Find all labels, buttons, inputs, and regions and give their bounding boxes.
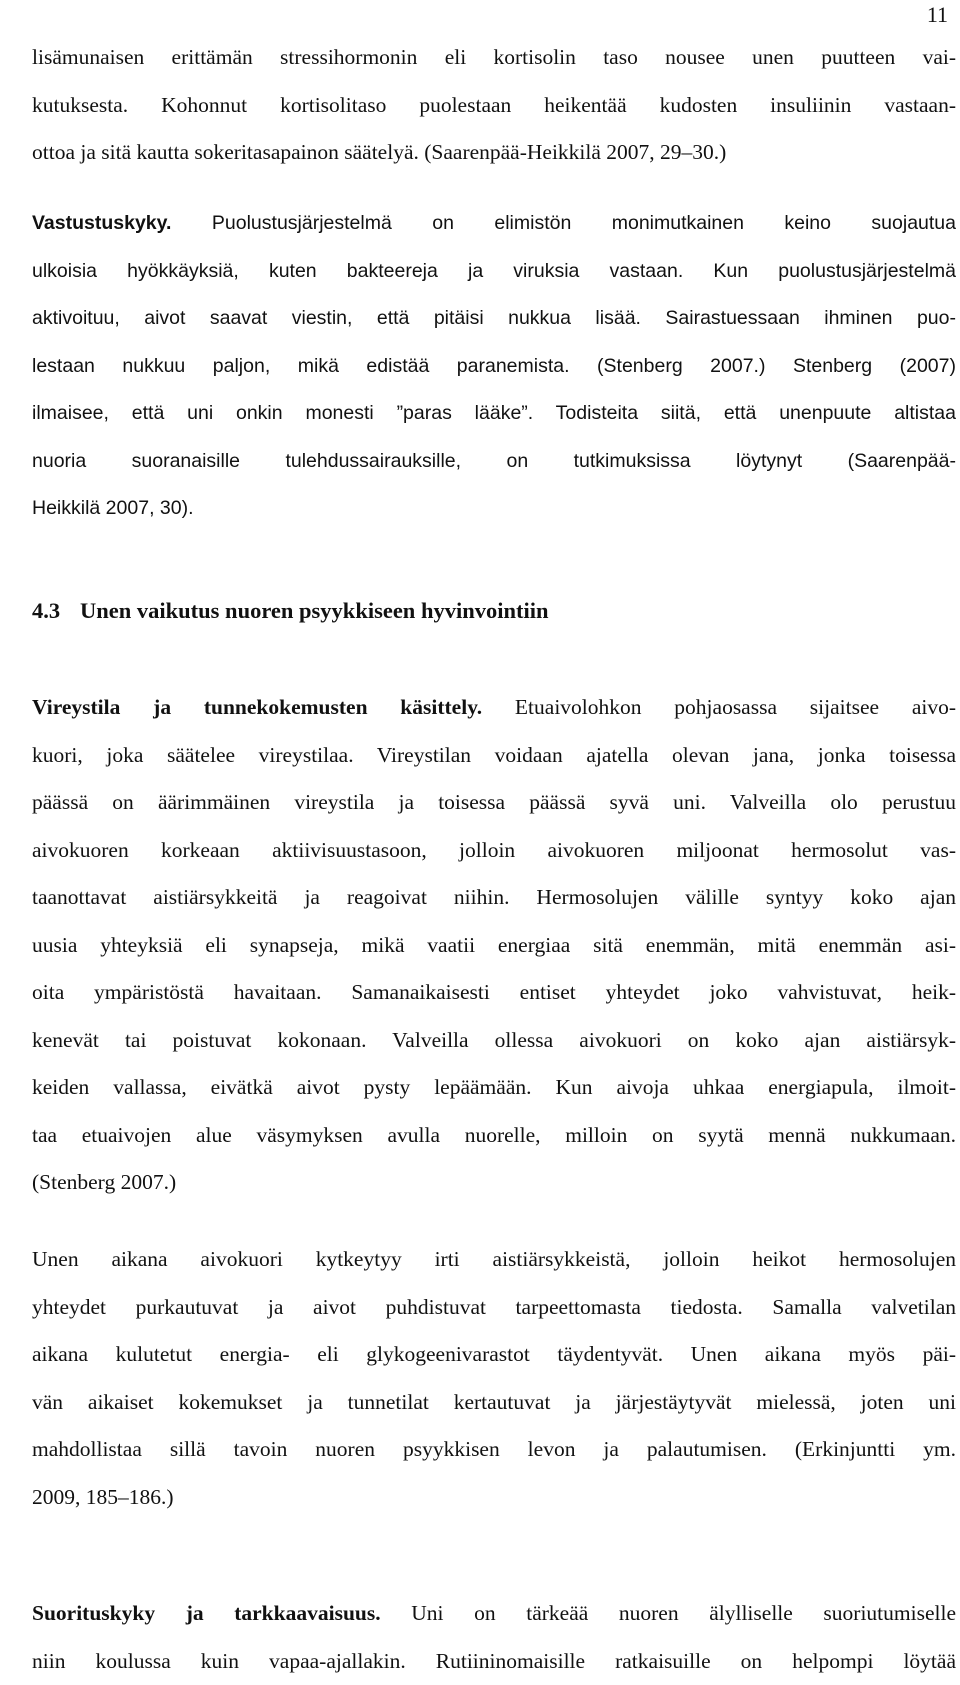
text-line: yhteydet purkautuvat ja aivot puhdistuvat tarpeettomasta tiedosta. Samalla valvetilan: [32, 1284, 956, 1332]
text-run: Uni on tärkeää nuoren älylliselle suoriutumiselle: [381, 1601, 956, 1625]
text-line: Heikkilä 2007, 30).: [32, 485, 956, 533]
text-line: [32, 200, 956, 248]
text-line: [32, 1590, 956, 1638]
section-title: Unen vaikutus nuoren psyykkiseen hyvinvointiin: [80, 598, 549, 623]
section-number: 4.3: [32, 598, 80, 624]
text-line: aktivoituu, aivot saavat viestin, että pitäisi nukkua lisää. Sairastuessaan ihminen puo-: [32, 295, 956, 343]
text-line: 2009, 185–186.): [32, 1474, 956, 1522]
paragraph-sleep-recovery: [32, 1236, 956, 1521]
text-line: (Stenberg 2007.): [32, 1159, 956, 1207]
text-line: nuoria suoranaisille tulehdussairauksille, on tutkimuksissa löytynyt (Saarenpää-: [32, 438, 956, 486]
paragraph-lead: Vastustuskyky.: [32, 212, 171, 234]
text-line: uusia yhteyksiä eli synapseja, mikä vaatii energiaa sitä enemmän, mitä enemmän asi-: [32, 922, 956, 970]
section-heading: [32, 598, 549, 624]
text-line: aikana kulutetut energia- eli glykogeenivarastot täydentyvät. Unen aikana myös päi-: [32, 1331, 956, 1379]
page-number: 11: [927, 2, 948, 28]
text-run: Etuaivolohkon pohjaosassa sijaitsee aivo-: [482, 695, 956, 719]
text-line: ilmaisee, että uni onkin monesti ”paras lääke”. Todisteita siitä, että unenpuute altistaa: [32, 390, 956, 438]
text-line: keiden vallassa, eivätkä aivot pysty lepäämään. Kun aivoja uhkaa energiapula, ilmoit-: [32, 1064, 956, 1112]
text-run: Puolustusjärjestelmä on elimistön monimutkainen keino suojautua: [171, 212, 956, 234]
text-line: kenevät tai poistuvat kokonaan. Valveilla ollessa aivokuori on koko ajan aistiärsyk-: [32, 1017, 956, 1065]
text-line: Unen aikana aivokuori kytkeytyy irti aistiärsykkeistä, jolloin heikot hermosolujen: [32, 1236, 956, 1284]
text-line: [32, 684, 956, 732]
text-line: taa etuaivojen alue väsymyksen avulla nuorelle, milloin on syytä mennä nukkumaan.: [32, 1112, 956, 1160]
paragraph-immunity: [32, 200, 956, 533]
paragraph-cortisol: [32, 34, 956, 177]
text-line: lestaan nukkuu paljon, mikä edistää paranemista. (Stenberg 2007.) Stenberg (2007): [32, 343, 956, 391]
text-line: vän aikaiset kokemukset ja tunnetilat kertautuvat ja järjestäytyvät mielessä, joten uni: [32, 1379, 956, 1427]
text-line: lisämunaisen erittämän stressihormonin eli kortisolin taso nousee unen puutteen vai-: [32, 34, 956, 82]
text-line: oita ympäristöstä havaitaan. Samanaikaisesti entiset yhteydet joko vahvistuvat, heik-: [32, 969, 956, 1017]
paragraph-alertness: [32, 684, 956, 1207]
text-line: mahdollistaa sillä tavoin nuoren psyykkisen levon ja palautumisen. (Erkinjuntti ym.: [32, 1426, 956, 1474]
text-line: kutuksesta. Kohonnut kortisolitaso puolestaan heikentää kudosten insuliinin vastaan-: [32, 82, 956, 130]
text-line: taanottavat aistiärsykkeitä ja reagoivat niihin. Hermosolujen välille syntyy koko ajan: [32, 874, 956, 922]
paragraph-performance: [32, 1590, 956, 1685]
text-line: aivokuoren korkeaan aktiivisuustasoon, jolloin aivokuoren miljoonat hermosolut vas-: [32, 827, 956, 875]
text-line: ottoa ja sitä kautta sokeritasapainon säätelyä. (Saarenpää-Heikkilä 2007, 29–30.): [32, 129, 956, 177]
paragraph-lead: Suorituskyky ja tarkkaavaisuus.: [32, 1601, 381, 1625]
text-line: kuori, joka säätelee vireystilaa. Vireystilan voidaan ajatella olevan jana, jonka toisessa: [32, 732, 956, 780]
text-line: niin koulussa kuin vapaa-ajallakin. Rutiininomaisille ratkaisuille on helpompi löytää: [32, 1638, 956, 1685]
paragraph-lead: Vireystila ja tunnekokemusten käsittely.: [32, 695, 482, 719]
text-line: ulkoisia hyökkäyksiä, kuten bakteereja ja viruksia vastaan. Kun puolustusjärjestelmä: [32, 248, 956, 296]
text-line: päässä on äärimmäinen vireystila ja toisessa päässä syvä uni. Valveilla olo perustuu: [32, 779, 956, 827]
